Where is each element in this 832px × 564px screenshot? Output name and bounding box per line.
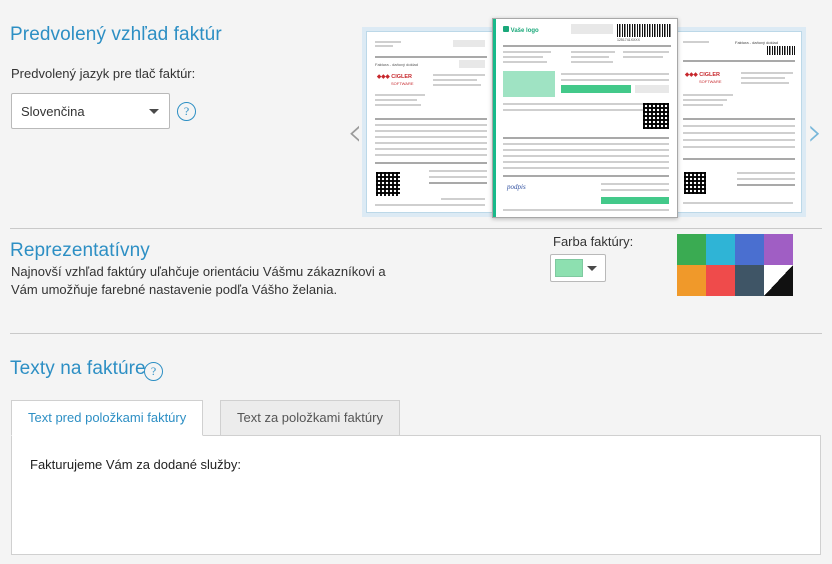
help-icon[interactable]: ? — [144, 362, 163, 381]
language-select-box[interactable] — [11, 93, 170, 129]
selected-color-swatch — [555, 259, 583, 277]
palette-swatch-red[interactable] — [706, 265, 735, 296]
texts-title: Texty na faktúre — [10, 358, 146, 379]
representative-title: Reprezentatívny — [10, 240, 150, 261]
text-editor-content[interactable]: Fakturujeme Vám za dodané služby: — [30, 457, 241, 472]
palette-swatch-purple[interactable] — [764, 234, 793, 265]
representative-description: Najnovší vzhľad faktúry uľahčuje orientáciu Vášmu zákazníkovi a Vám umožňuje farebné nastavenie podľa Vášho želania. — [11, 264, 386, 297]
language-select[interactable] — [11, 93, 170, 129]
texts-tabs — [11, 400, 821, 436]
invoice-look-section — [0, 0, 832, 222]
tab-text-before-items[interactable]: Text pred položkami faktúry — [11, 400, 203, 436]
invoice-color-select[interactable] — [550, 254, 606, 282]
divider-1 — [10, 228, 822, 229]
color-palette[interactable] — [677, 234, 793, 296]
palette-swatch-cyan[interactable] — [706, 234, 735, 265]
palette-swatch-slate[interactable] — [735, 265, 764, 296]
chevron-down-icon — [587, 266, 597, 271]
invoice-look-title: Predvolený vzhľad faktúr — [10, 24, 222, 45]
carousel-prev-arrow-icon[interactable]: ‹ — [347, 110, 363, 154]
chevron-down-icon — [149, 109, 159, 114]
palette-swatch-white-black[interactable] — [764, 265, 793, 296]
palette-swatch-green[interactable] — [677, 234, 706, 265]
carousel-next-arrow-icon[interactable]: › — [807, 110, 823, 154]
invoice-thumbnail-right[interactable]: Faktura - daňový doklad ◆◆◆ CIGLER SOFTWARE — [674, 31, 802, 213]
preview-logo-text: Vaše logo — [510, 28, 539, 34]
invoice-color-label: Farba faktúry: — [553, 234, 634, 249]
invoice-thumbnail-left[interactable]: Faktura - daňový doklad ◆◆◆ CIGLER SOFTWARE — [366, 31, 494, 213]
divider-2 — [10, 333, 822, 334]
language-label: Predvolený jazyk pre tlač faktúr: — [11, 66, 196, 81]
help-icon[interactable]: ? — [177, 102, 196, 121]
invoice-preview-carousel — [340, 18, 832, 218]
palette-swatch-orange[interactable] — [677, 265, 706, 296]
invoice-thumbnail-center[interactable]: Vaše logo 1251741XXXX podpis — [492, 18, 678, 218]
text-editor-panel[interactable] — [11, 435, 821, 555]
palette-swatch-blue[interactable] — [735, 234, 764, 265]
language-select-value: Slovenčina — [21, 103, 85, 119]
tab-text-after-items[interactable]: Text za položkami faktúry — [220, 400, 400, 436]
